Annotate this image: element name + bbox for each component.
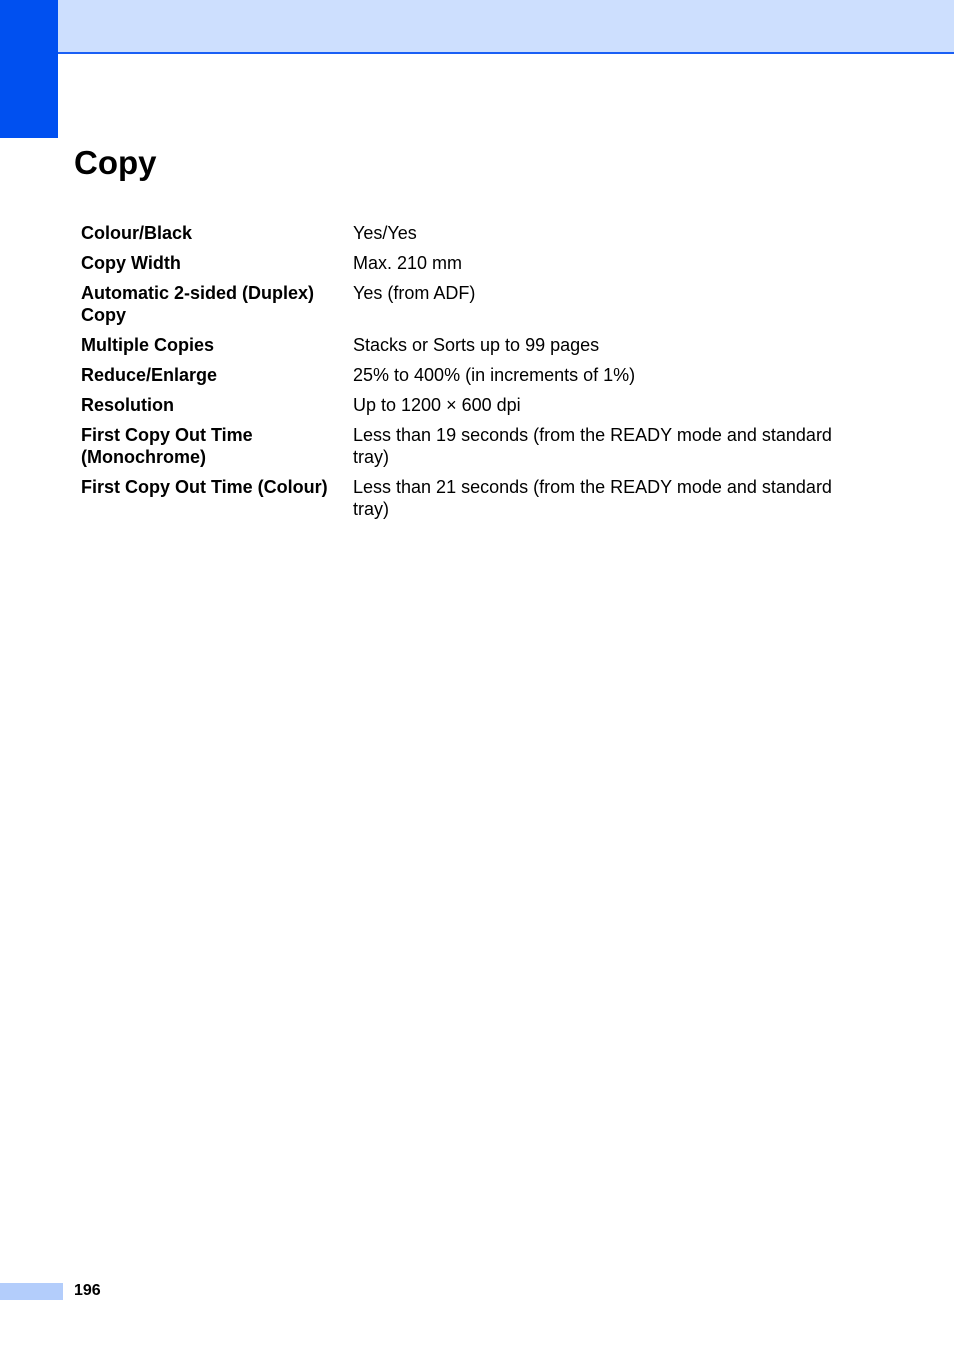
table-row	[81, 424, 871, 476]
table-row	[81, 282, 871, 334]
table-row	[81, 476, 871, 528]
table-row	[81, 334, 871, 364]
table-row	[81, 252, 871, 282]
spec-label: Copy Width	[81, 253, 181, 273]
spec-label: Resolution	[81, 395, 174, 415]
spec-value: Yes (from ADF)	[353, 283, 476, 303]
spec-label: Automatic 2-sided (Duplex) Copy	[81, 283, 315, 325]
chapter-tab	[0, 0, 58, 138]
page-title: Copy	[74, 144, 157, 181]
header-band	[58, 0, 954, 54]
spec-value: Up to 1200 × 600 dpi	[353, 395, 521, 415]
spec-value: Stacks or Sorts up to 99 pages	[353, 335, 600, 355]
spec-label: Multiple Copies	[81, 335, 215, 355]
footer-bar	[0, 1283, 63, 1300]
spec-value: Less than 19 seconds (from the READY mode and standard tray)	[353, 425, 832, 467]
spec-table	[81, 222, 871, 528]
table-row	[81, 394, 871, 424]
table-row	[81, 222, 871, 252]
table-row	[81, 364, 871, 394]
spec-label: Reduce/Enlarge	[81, 365, 218, 385]
spec-label: First Copy Out Time (Colour)	[81, 477, 328, 497]
spec-label: Colour/Black	[81, 223, 193, 243]
page-number: 196	[74, 1282, 101, 1299]
spec-value: Max. 210 mm	[353, 253, 463, 273]
spec-value: Less than 21 seconds (from the READY mode and standard tray)	[353, 477, 832, 519]
spec-label: First Copy Out Time (Monochrome)	[81, 425, 253, 467]
spec-value: Yes/Yes	[353, 223, 417, 243]
spec-value: 25% to 400% (in increments of 1%)	[353, 365, 636, 385]
